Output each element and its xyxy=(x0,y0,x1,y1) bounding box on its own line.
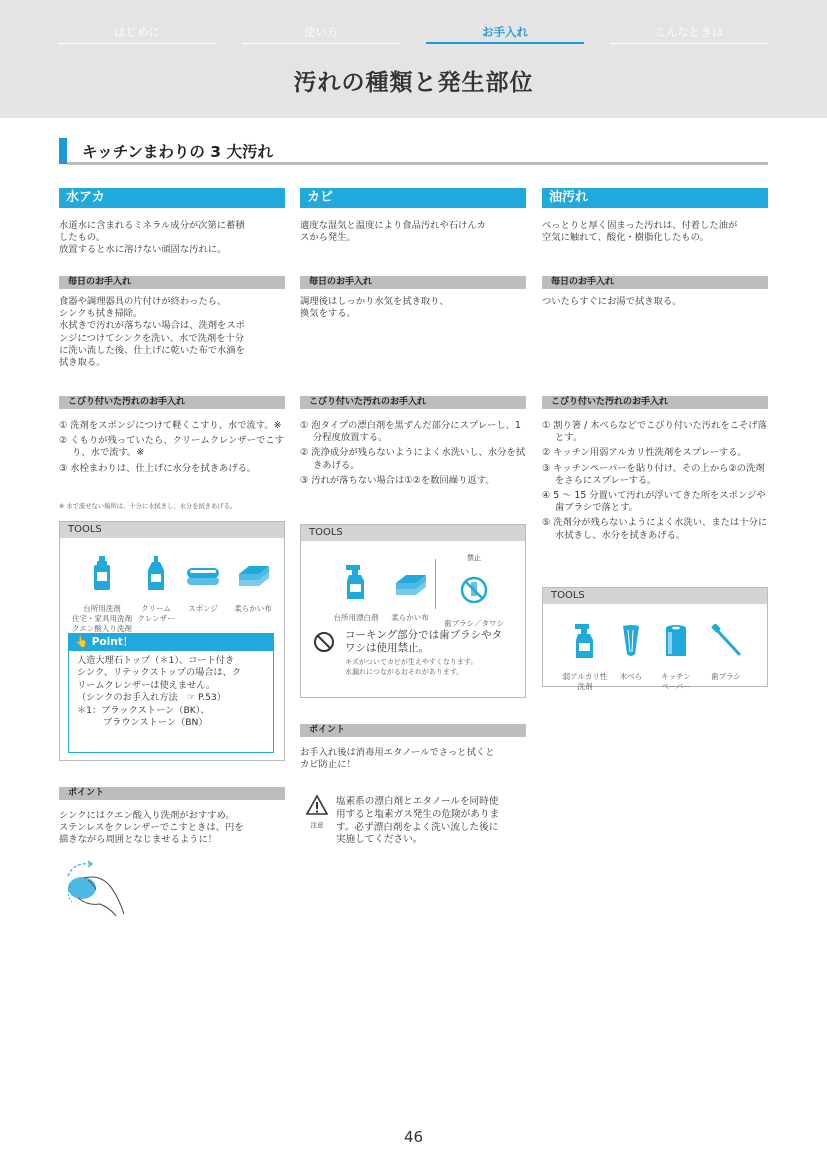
detergent-bottle-icon xyxy=(91,556,113,590)
mold-point-title: ポイント xyxy=(300,724,526,737)
nav-item-troubleshoot[interactable]: こんなときは xyxy=(610,24,768,44)
grease-stuck-title: こびり付いた汚れのお手入れ xyxy=(542,396,768,409)
step-item: ② 洗浄成分が残らないようによく水洗いし、水分を拭きあげる。 xyxy=(300,447,526,471)
prohibited-label: 禁止 xyxy=(467,554,481,562)
prohibition-sub-text: キズがついてカビが生えやすくなります。 水漏れにつながるおそれがあります。 xyxy=(345,658,478,676)
tool-soft-cloth-2: 柔らかい布 xyxy=(387,555,433,623)
grease-description: べっとりと厚く固まった汚れは、付着した油が 空気に触れて、酸化・樹脂化したもの。 xyxy=(542,220,738,244)
step-item: ② くもりが残っていたら、クリームクレンザーでこすり、水で流す。※ xyxy=(59,435,284,459)
step-item: ③ 水栓まわりは、仕上げに水分を拭きあげる。 xyxy=(59,462,257,474)
mold-tools-box xyxy=(300,524,526,698)
column-head-grease: 油汚れ xyxy=(542,188,768,208)
tools-title: TOOLS xyxy=(301,525,525,541)
step-item: ② キッチン用弱アルカリ性洗剤をスプレーする。 xyxy=(542,447,747,459)
step-item: ⑤ 洗剤分が残らないようによく水洗い、または十分に水拭きし、水分を拭きあげる。 xyxy=(542,517,768,541)
caution-text: 塩素系の漂白剤とエタノールを同時使 用すると塩素ガス発生の危険がありま す。必ず漂白剤をよく洗い流した後に 実施してください。 xyxy=(336,796,500,846)
limescale-daily-title: 毎日のお手入れ xyxy=(59,276,285,289)
spray-bottle-icon xyxy=(344,565,368,599)
warning-triangle-icon xyxy=(305,794,329,816)
tools-title: TOOLS xyxy=(60,522,284,538)
grease-steps xyxy=(542,420,768,545)
limescale-point-box xyxy=(68,633,274,753)
toothbrush-icon xyxy=(709,624,743,658)
tool-bleach: 台所用漂白剤 xyxy=(323,555,389,623)
tool-brush-prohibited: 禁止 歯ブラシ／タワシ xyxy=(439,543,509,629)
caution-label: 注意 xyxy=(310,821,324,829)
step-item: ① 洗剤をスポンジにつけて軽くこすり、水で流す。※ xyxy=(59,420,282,431)
step-item: ④ 5 ～ 15 分置いて汚れが浮いてきた所をスポンジや歯ブラシで落とす。 xyxy=(542,490,766,514)
grease-daily-title: 毎日のお手入れ xyxy=(542,276,768,289)
section-underline xyxy=(67,162,768,165)
spray-bottle-icon xyxy=(573,624,597,658)
spatula-icon xyxy=(619,624,643,658)
mold-stuck-title: こびり付いた汚れのお手入れ xyxy=(300,396,526,409)
mold-description: 適度な湿気と温度により食品汚れや石けんカ スから発生。 xyxy=(300,220,486,244)
section-title: キッチンまわりの 3 大汚れ xyxy=(82,143,273,161)
paper-roll-icon xyxy=(662,624,690,658)
tool-toothbrush: 歯ブラシ xyxy=(703,614,749,682)
prohibition-icon xyxy=(313,631,335,653)
page-title: 汚れの種類と発生部位 xyxy=(293,70,534,96)
mold-point-text: お手入れ後は消毒用エタノールでさっと拭くと カビ防止に！ xyxy=(300,747,495,771)
tool-kitchen-paper: キッチン ペーパー xyxy=(651,614,701,692)
tool-divider xyxy=(435,559,436,609)
tool-soft-cloth: 柔らかい布 xyxy=(228,546,278,614)
tools-title: TOOLS xyxy=(543,588,767,604)
column-head-mold: カビ xyxy=(300,188,526,208)
column-head-limescale: 水アカ xyxy=(59,188,285,208)
hand-pointer-icon: 👆 xyxy=(75,636,89,648)
hand-scrubbing-illustration xyxy=(60,856,132,918)
limescale-stuck-title: こびり付いた汚れのお手入れ xyxy=(59,396,285,409)
point-box-header: 👆 Point！ xyxy=(69,634,273,651)
mold-daily-title: 毎日のお手入れ xyxy=(300,276,526,289)
limescale-point-title: ポイント xyxy=(59,787,285,800)
tool-cream-cleanser: クリーム クレンザー xyxy=(134,546,178,624)
nav-item-care[interactable]: お手入れ xyxy=(426,24,584,44)
step-item: ① 割り箸 / 木べらなどでこびり付いた汚れをこそげ落とす。 xyxy=(542,420,767,444)
tool-wooden-spatula: 木べら xyxy=(613,614,649,682)
limescale-point-text: シンクにはクエン酸入り洗剤がおすすめ。 ステンレスをクレンザーでこすときは、円を 描きながら周囲となじませるように！ xyxy=(59,810,244,846)
sponge-icon xyxy=(185,556,221,590)
caution-mark xyxy=(304,794,330,829)
cloth-icon xyxy=(235,556,271,590)
tool-dish-detergent: 台所用洗剤 住宅・家具用洗剤 クエン酸入り洗剤 xyxy=(72,546,132,634)
grease-daily-text: ついたらすぐにお湯で拭き取る。 xyxy=(542,296,682,307)
mold-steps xyxy=(300,420,526,490)
nav-item-usage[interactable]: 使い方 xyxy=(242,24,400,44)
section-accent-bar xyxy=(59,138,67,164)
step-item: ③ キッチンペーパーを貼り付け、その上から②の洗剤をさらにスプレーする。 xyxy=(542,462,765,486)
point-box-text: 人造大理石トップ（＊1）、コート付き シンク、リテックストップの場合は、ク リームクレンザーは使えません。 （シンクのお手入れ方法 ☞ P.53） ＊1：ブラックストーン（BK）、 ブラウンストーン（BN） xyxy=(77,655,242,729)
limescale-description: 水道水に含まれるミネラル成分が次第に蓄積 したもの。 放置すると水に溶けない頑固な汚れに。 xyxy=(59,220,245,256)
nav-item-intro[interactable]: はじめに xyxy=(58,24,216,44)
cleanser-bottle-icon xyxy=(145,556,167,590)
page-number: 46 xyxy=(403,1128,424,1146)
page-header xyxy=(0,0,827,118)
step-item: ① 泡タイプの漂白剤を黒ずんだ部分にスプレーし、1 分程度放置する。 xyxy=(300,420,521,444)
limescale-daily-text: 食器や調理器具の片付けが終わったら、 シンクも拭き掃除。 水拭きで汚れが落ちない場合は、洗剤をスポ ンジにつけてシンクを洗い、水で洗剤を十分 に洗い流した後、仕上げに乾いた布で水滴を 拭き取る。 xyxy=(59,296,245,369)
tool-sponge: スポンジ xyxy=(180,546,226,614)
step-item: ③ 汚れが落ちない場合は①②を数回繰り返す。 xyxy=(300,474,495,486)
prohibited-brush-icon xyxy=(459,575,489,605)
tool-alkaline-detergent: 弱アルカリ性 洗剤 xyxy=(557,614,613,692)
mold-daily-text: 調理後はしっかり水気を拭き取り、 換気をする。 xyxy=(300,296,449,320)
grease-tools-box xyxy=(542,587,768,691)
limescale-note: ※ 水で流せない場所は、十分に水拭きし、水分を拭きあげる。 xyxy=(59,503,237,510)
prohibition-main-text: コーキング部分では歯ブラシやタ ワシは使用禁止。 xyxy=(345,629,503,654)
cloth-icon xyxy=(392,565,428,599)
limescale-steps xyxy=(59,420,287,478)
